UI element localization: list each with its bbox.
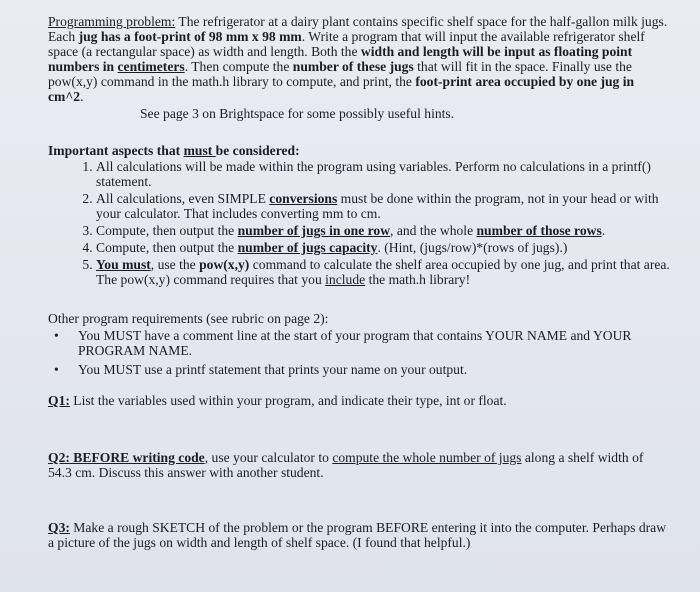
item-4-capacity: number of jugs capacity — [237, 240, 378, 255]
problem-label: Programming problem: — [48, 14, 176, 29]
other-item-2: You MUST use a printf statement that prints your name on your output. — [78, 362, 468, 377]
list-item — [54, 328, 670, 358]
important-title-1: Important aspects that — [48, 143, 184, 158]
q1-label: Q1: — [48, 393, 70, 408]
hint-line: See page 3 on Brightspace for some possibly useful hints. — [140, 106, 455, 121]
item-3-text-c: , and the whole — [390, 223, 477, 238]
list-item — [96, 257, 670, 287]
intro-text-1: The refrigerator at a dairy plant contains specific shelf space for the half-gallon milk jugs. Each — [48, 14, 668, 44]
list-item — [96, 223, 670, 238]
item-4-text-c: . (Hint, (jugs/row)*(rows of jugs).) — [377, 240, 568, 255]
q3-text: Make a rough SKETCH of the problem or the program BEFORE entering it into the computer. Perhaps draw a picture of the jugs on width and length of shelf space. (I found that helpful.) — [48, 520, 667, 550]
important-title — [48, 143, 670, 158]
intro-centimeters: centimeters — [117, 59, 185, 74]
intro-text-3: . Then compute the — [184, 59, 293, 74]
q2-text-c: , use your calculator to — [204, 450, 333, 465]
intro-period: . — [80, 89, 84, 104]
bullet-icon: • — [54, 328, 59, 343]
intro-width-length: width and length will be input as floating point numbers in — [48, 44, 633, 74]
list-item — [96, 240, 670, 255]
item-3-jugs-row: number of jugs in one row — [237, 223, 391, 238]
item-5-include: include — [325, 272, 366, 287]
intro-area: foot-print area occupied by one jug in cm^2 — [48, 74, 635, 104]
q2-compute: compute the whole number of jugs — [332, 450, 522, 465]
important-title-must: must — [183, 143, 216, 158]
bullet-icon: • — [54, 362, 59, 377]
item-5-text-b: , use the — [150, 257, 200, 272]
item-2-conversions: conversions — [269, 191, 338, 206]
intro-footprint: jug has a foot-print of 98 mm x 98 mm — [78, 29, 302, 44]
item-1-text: All calculations will be made within the program using variables. Perform no calculations in a printf() statement. — [96, 159, 651, 189]
question-1 — [48, 393, 670, 408]
item-5-text-d: command to calculate the shelf area occupied by one jug, and print that area. The pow(x,y) command requires that you — [96, 257, 670, 287]
q3-label: Q3: — [48, 520, 70, 535]
q2-text-e: along a shelf width of 54.3 cm. Discuss this answer with another student. — [48, 450, 644, 480]
item-3-text-a: Compute, then output the — [96, 223, 238, 238]
item-3-text-e: . — [601, 223, 606, 238]
list-item — [96, 159, 670, 189]
item-2-text-c: must be done within the program, not in your head or with your calculator. That includes converting mm to cm. — [96, 191, 659, 221]
important-title-2: be considered: — [215, 143, 300, 158]
item-4-text-a: Compute, then output the — [96, 240, 238, 255]
other-requirements-list — [48, 328, 670, 377]
q1-text: List the variables used within your program, and indicate their type, int or float. — [69, 393, 507, 408]
q2-before: BEFORE writing code — [69, 450, 205, 465]
q2-label: Q2: — [48, 450, 70, 465]
item-3-rows: number of those rows — [476, 223, 602, 238]
important-list — [48, 159, 670, 287]
question-2 — [48, 450, 670, 480]
other-requirements-title: Other program requirements (see rubric on page 2): — [48, 311, 329, 326]
intro-text-4: that will fit in the space. Finally use the pow(x,y) command in the math.h library to compute, and print, the — [48, 59, 632, 89]
item-5-you-must: You must — [96, 257, 151, 272]
intro-text-2: . Write a program that will input the available refrigerator shelf space (a rectangular space) as width and length. Both the — [48, 29, 645, 59]
problem-statement — [48, 14, 670, 104]
other-item-1: You MUST have a comment line at the start of your program that contains YOUR NAME and YOUR PROGRAM NAME. — [78, 328, 632, 358]
item-5-pow: pow(x,y) — [199, 257, 250, 272]
item-2-text-a: All calculations, even SIMPLE — [96, 191, 270, 206]
list-item — [54, 362, 670, 377]
list-item — [96, 191, 670, 221]
item-5-text-f: the math.h library! — [365, 272, 471, 287]
intro-number-jugs: number of these jugs — [292, 59, 414, 74]
question-3 — [48, 520, 670, 550]
